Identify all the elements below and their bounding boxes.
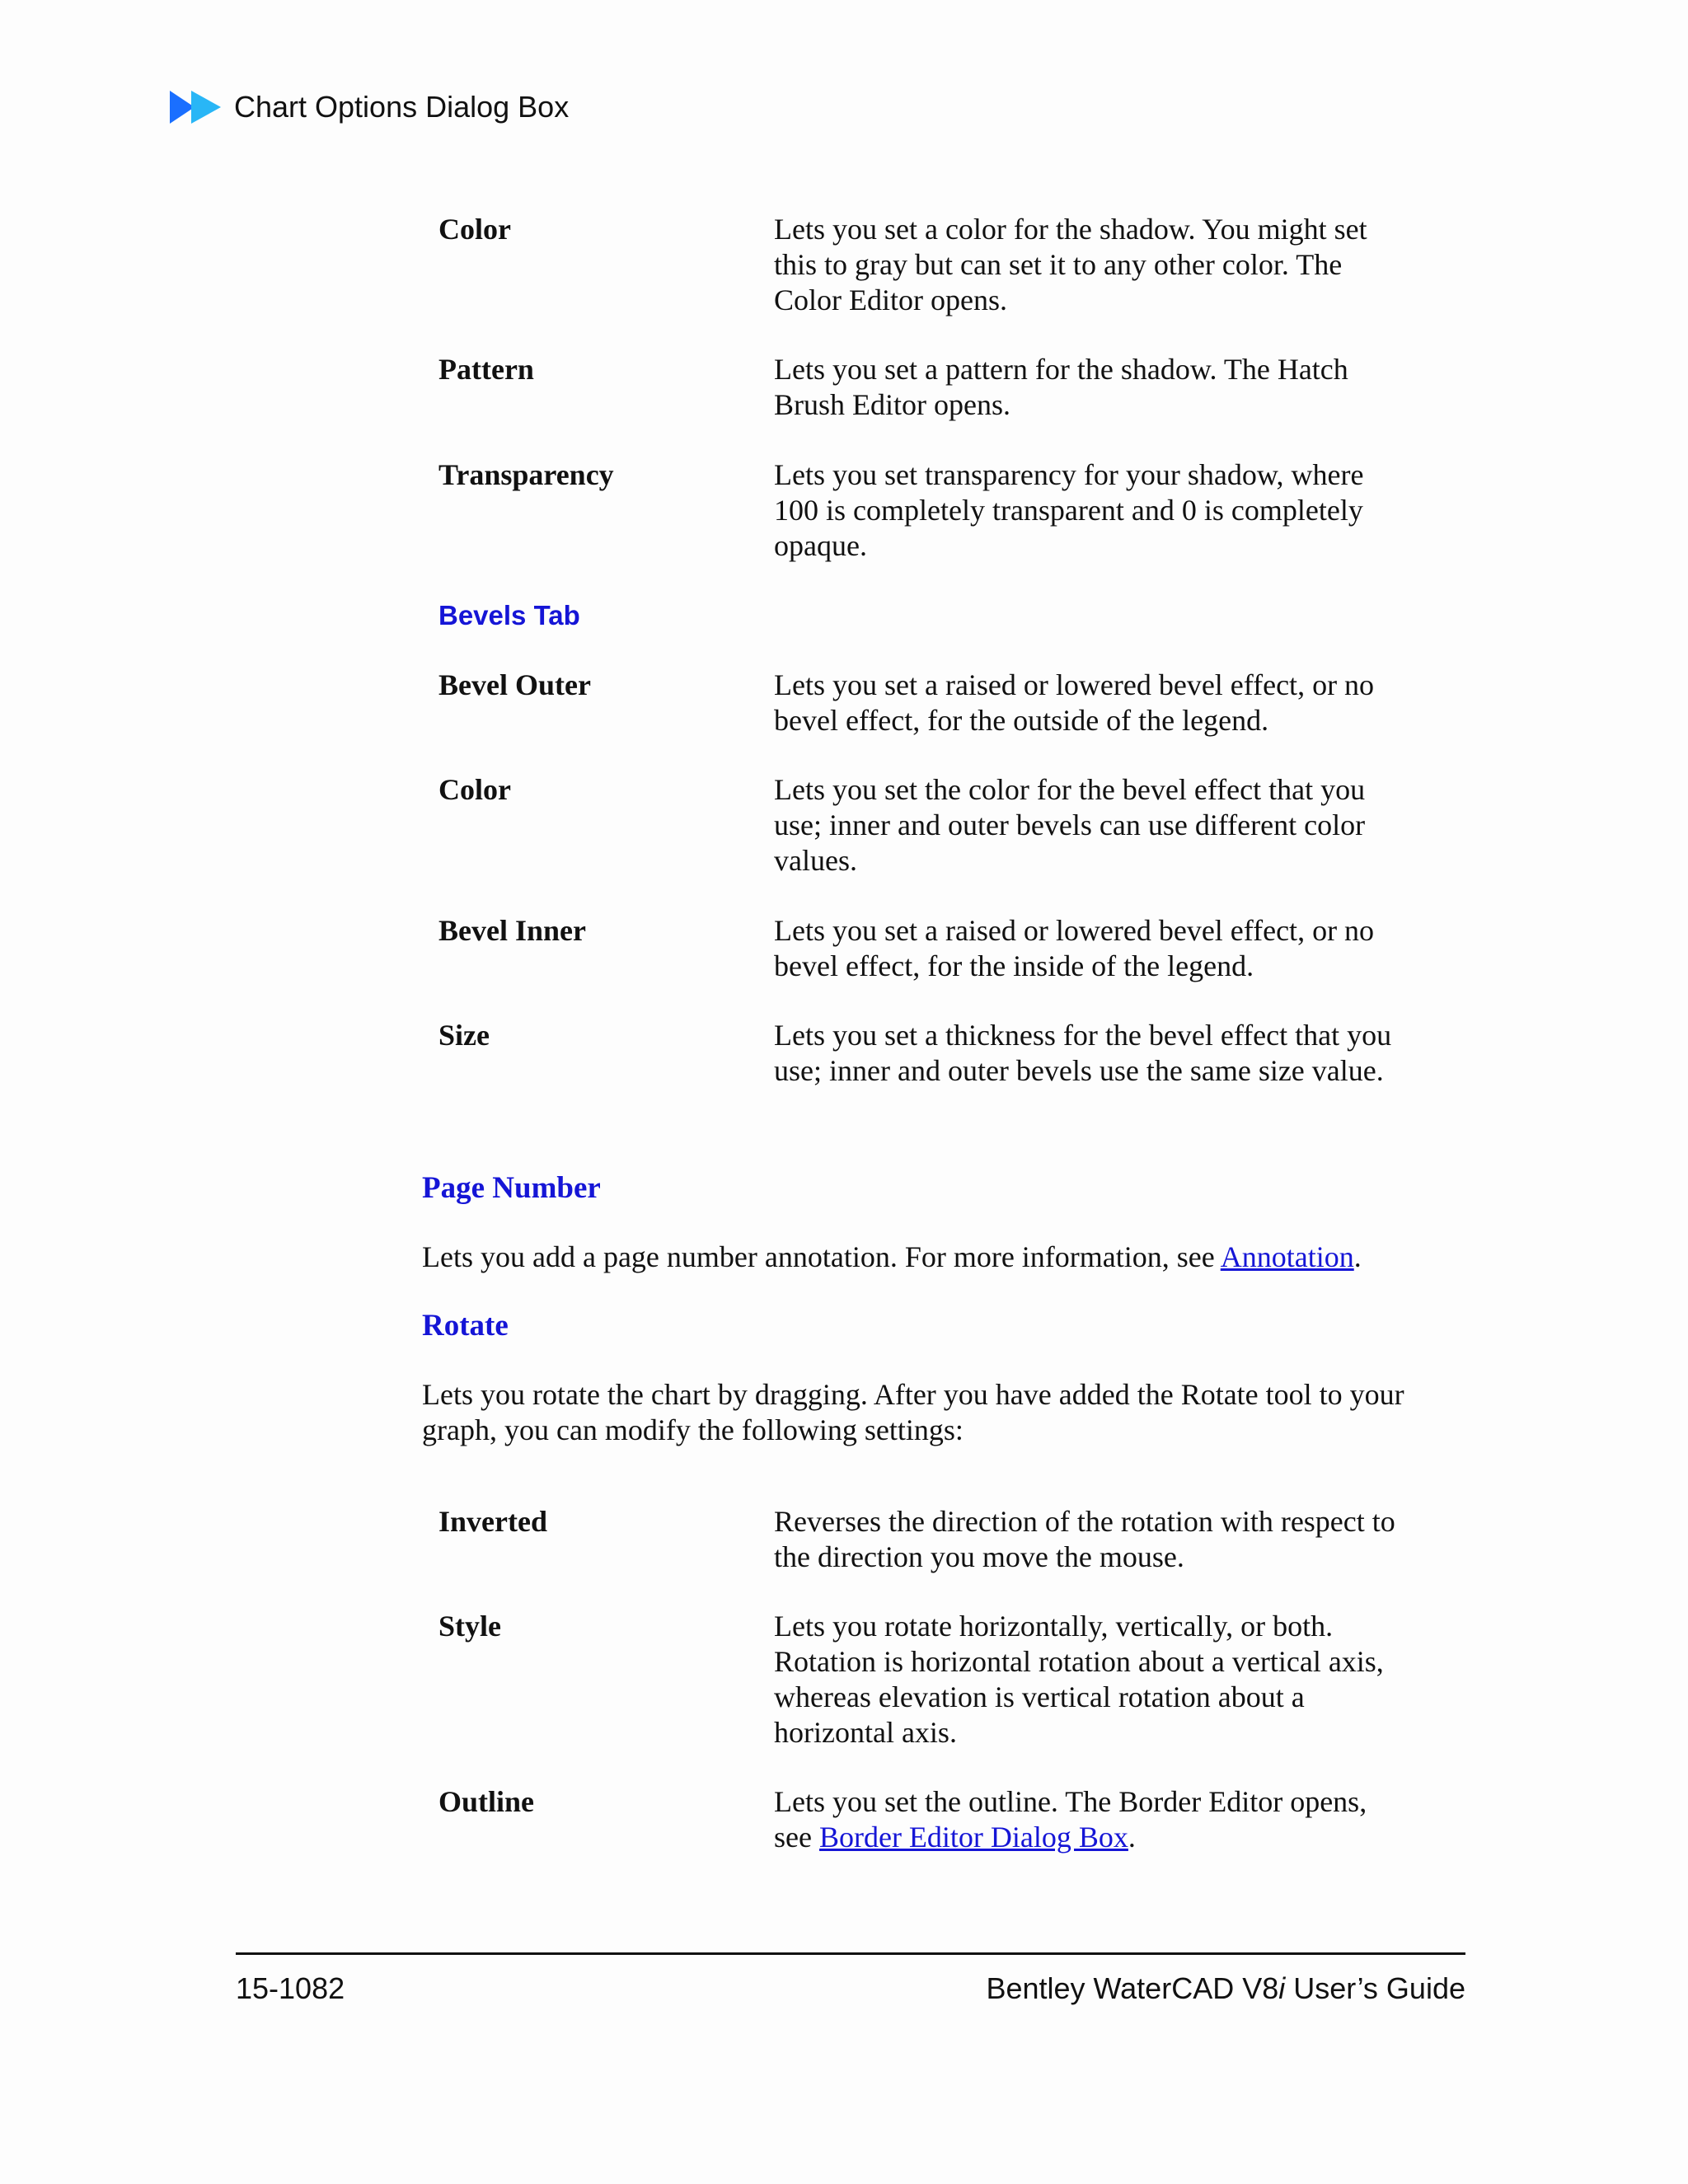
guide-title-prefix: Bentley WaterCAD V8 (986, 1971, 1279, 2005)
definition-term: Inverted (438, 1505, 547, 1538)
definition-term: Outline (438, 1785, 535, 1818)
definition-desc: Lets you set the color for the bevel effect that you use; inner and outer bevels can use different color values. (774, 773, 1366, 877)
outline-desc-end: . (1128, 1821, 1136, 1854)
annotation-link[interactable]: Annotation (1220, 1240, 1354, 1273)
page-number-text (422, 1240, 1444, 1275)
definition-desc: Lets you set a raised or lowered bevel effect, or no bevel effect, for the inside of the legend. (774, 914, 1375, 982)
header-title: Chart Options Dialog Box (234, 90, 570, 124)
definition-row (438, 457, 1461, 565)
definition-row (438, 772, 1461, 913)
definition-row (438, 913, 1461, 1018)
definition-desc: Lets you set a thickness for the bevel effect that you use; inner and outer bevels use the same size value. (774, 1019, 1392, 1087)
shadow-definitions (438, 212, 1461, 565)
definition-desc: Reverses the direction of the rotation with respect to the direction you move the mouse. (774, 1505, 1395, 1573)
definition-row (438, 1609, 1461, 1784)
guide-title-italic: i (1278, 1971, 1286, 2005)
page-number-text-end: . (1353, 1240, 1362, 1273)
definition-term: Transparency (438, 458, 614, 491)
definition-row (438, 1504, 1461, 1609)
definition-desc (774, 1784, 1400, 1855)
guide-title (986, 1970, 1465, 2008)
definition-term: Size (438, 1019, 490, 1052)
definition-desc: Lets you rotate horizontally, vertically, or both. Rotation is horizontal rotation about a vertical axis, whereas elevation is vertical rotation about a horizontal axis. (774, 1610, 1384, 1749)
definition-term: Bevel Inner (438, 914, 586, 947)
page-number-heading: Page Number (422, 1171, 601, 1205)
definition-row (438, 212, 1461, 352)
definition-row (438, 352, 1461, 457)
outline-desc-body: Lets you set the outline. The Border Editor opens, see (774, 1785, 1367, 1854)
bevels-definitions (438, 668, 1461, 1125)
rotate-definitions (438, 1504, 1461, 1858)
rotate-heading: Rotate (422, 1309, 509, 1343)
footer-divider (236, 1952, 1465, 1955)
definition-desc: Lets you set a pattern for the shadow. The Hatch Brush Editor opens. (774, 353, 1348, 421)
page-number: 15-1082 (236, 1971, 345, 2005)
definition-desc: Lets you set a color for the shadow. You might set this to gray but can set it to any other color. The Color Editor opens. (774, 213, 1367, 316)
border-editor-link[interactable]: Border Editor Dialog Box (818, 1821, 1128, 1854)
running-header (170, 82, 569, 132)
double-arrow-icon (170, 89, 223, 125)
definition-term: Color (438, 773, 511, 806)
definition-row (438, 1018, 1461, 1125)
definition-desc: Lets you set a raised or lowered bevel effect, or no bevel effect, for the outside of the legend. (774, 668, 1375, 737)
definition-term: Color (438, 213, 511, 246)
guide-title-suffix: User’s Guide (1285, 1971, 1465, 2005)
definition-term: Style (438, 1610, 501, 1643)
definition-term: Pattern (438, 353, 534, 386)
definition-term: Bevel Outer (438, 668, 591, 701)
definition-row (438, 668, 1461, 772)
page-number-text-body: Lets you add a page number annotation. For more information, see (422, 1240, 1221, 1273)
bevels-tab-heading: Bevels Tab (438, 600, 580, 630)
definition-row (438, 1784, 1461, 1858)
rotate-intro: Lets you rotate the chart by dragging. After you have added the Rotate tool to your graph, you can modify the following settings: (422, 1378, 1404, 1446)
definition-desc: Lets you set transparency for your shadow, where 100 is completely transparent and 0 is completely opaque. (774, 458, 1364, 562)
